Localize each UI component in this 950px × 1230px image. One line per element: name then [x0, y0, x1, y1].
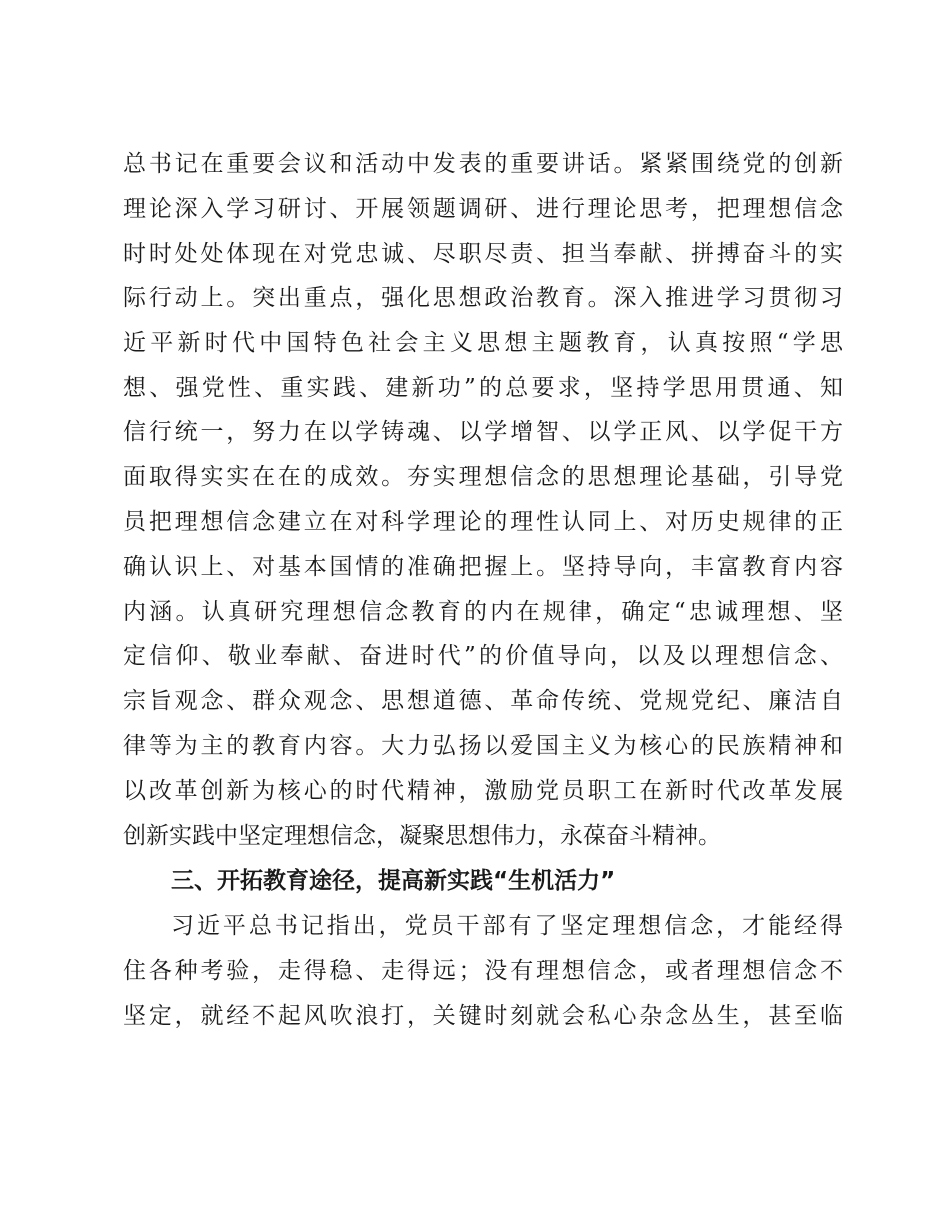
body-text-line: 住各种考验，走得稳、走得远；没有理想信念，或者理想信念不: [123, 958, 843, 984]
section-heading: 三、开拓教育途径，提高新实践“生机活力”: [171, 868, 616, 894]
body-text-line: 以改革创新为核心的时代精神，激励党员职工在新时代改革发展: [123, 778, 843, 804]
body-text-line: 近平新时代中国特色社会主义思想主题教育，认真按照“学思: [123, 330, 843, 356]
body-text-line: 想、强党性、重实践、建新功”的总要求，坚持学思用贯通、知: [123, 375, 843, 401]
body-text-line: 内涵。认真研究理想信念教育的内在规律，确定“忠诚理想、坚: [123, 599, 843, 625]
body-text-line: 坚定，就经不起风吹浪打，关键时刻就会私心杂念丛生，甚至临: [123, 1003, 843, 1029]
body-text-line: 时时处处体现在对党忠诚、尽职尽责、担当奉献、拼搏奋斗的实: [123, 241, 843, 267]
body-text-line: 面取得实实在在的成效。夯实理想信念的思想理论基础，引导党: [123, 464, 843, 490]
body-text-line: 理论深入学习研讨、开展领题调研、进行理论思考，把理想信念: [123, 196, 843, 222]
body-text-line: 员把理想信念建立在对科学理论的理性认同上、对历史规律的正: [123, 509, 843, 535]
body-text-line: 宗旨观念、群众观念、思想道德、革命传统、党规党纪、廉洁自: [123, 688, 843, 714]
body-text-line: 定信仰、敬业奉献、奋进时代”的价值导向，以及以理想信念、: [123, 643, 843, 669]
body-text-line: 确认识上、对基本国情的准确把握上。坚持导向，丰富教育内容: [123, 554, 843, 580]
body-text-line: 信行统一，努力在以学铸魂、以学增智、以学正风、以学促干方: [123, 419, 843, 445]
body-text-line: 际行动上。突出重点，强化思想政治教育。深入推进学习贯彻习: [123, 285, 843, 311]
body-text-line: 总书记在重要会议和活动中发表的重要讲话。紧紧围绕党的创新: [123, 151, 843, 177]
body-text-line: 习近平总书记指出，党员干部有了坚定理想信念，才能经得: [171, 913, 843, 939]
body-text-line: 创新实践中坚定理想信念，凝聚思想伟力，永葆奋斗精神。: [123, 823, 721, 849]
body-text-line: 律等为主的教育内容。大力弘扬以爱国主义为核心的民族精神和: [123, 733, 843, 759]
